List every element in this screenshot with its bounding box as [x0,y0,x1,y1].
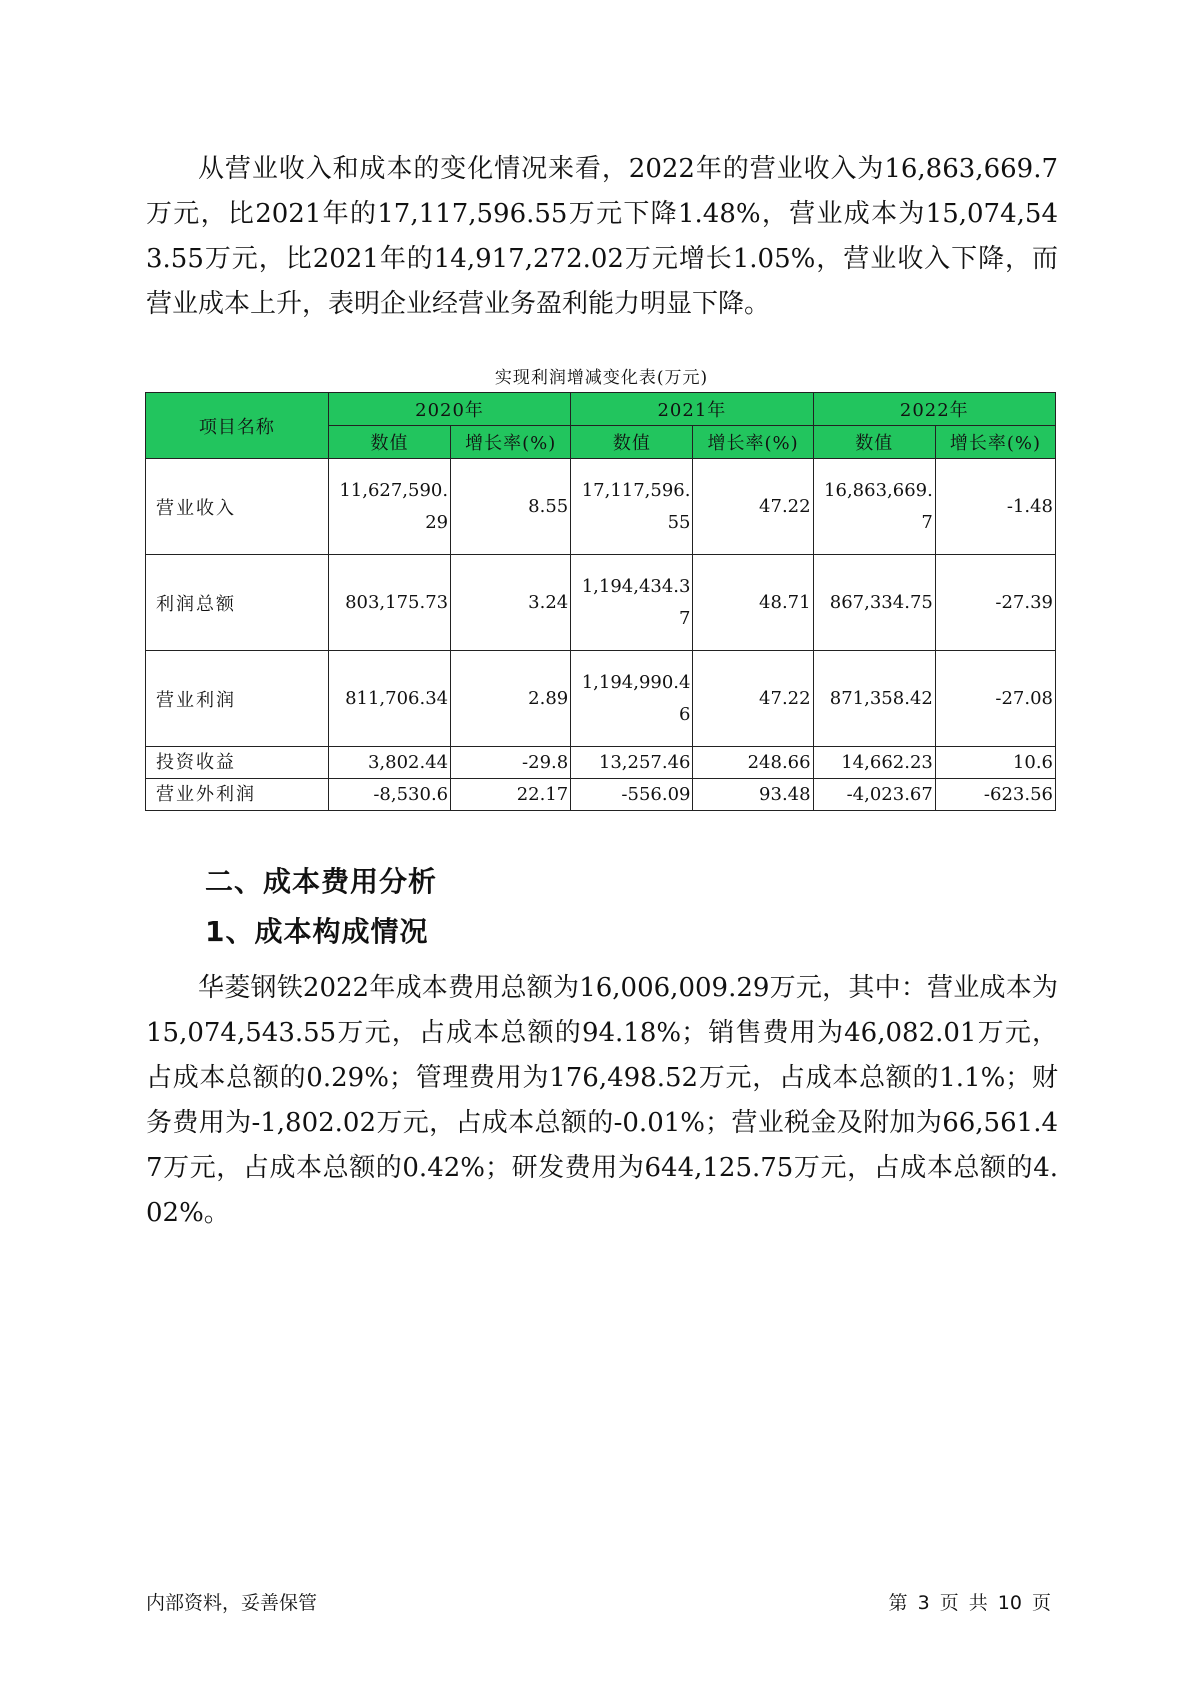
table-row [146,779,1056,811]
value-2020: 811,706.34 [328,651,450,747]
rate-header: 增长率(%) [935,426,1055,459]
value-2022: 16,863,669.7 [813,459,935,555]
intro-paragraph: 从营业收入和成本的变化情况来看，2022年的营业收入为16,863,669.7万元，比2021年的17,117,596.55万元下降1.48%，营业成本为15,074,543.55万元，比2021年的14,917,272.02万元增长1.05%，营业收入下降，而营业成本上升，表明企业经营业务盈利能力明显下降。 [146,154,1058,319]
section-heading: 二、成本费用分析 [205,865,438,898]
value-2021: 17,117,596.55 [571,459,693,555]
rate-2022: -623.56 [935,779,1055,811]
table-row [146,747,1056,779]
item-name-header: 项目名称 [146,393,329,459]
value-header: 数值 [813,426,935,459]
value-2020: 3,802.44 [328,747,450,779]
rate-2020: 3.24 [451,555,571,651]
table-row [146,459,1056,555]
value-2022: 871,358.42 [813,651,935,747]
year-header-2022: 2022年 [813,393,1055,426]
value-header: 数值 [328,426,450,459]
year-header-2021: 2021年 [571,393,813,426]
row-name: 投资收益 [146,747,329,779]
rate-2021: 93.48 [693,779,813,811]
rate-2022: -27.08 [935,651,1055,747]
value-2021: 13,257.46 [571,747,693,779]
row-name: 营业外利润 [146,779,329,811]
row-name: 利润总额 [146,555,329,651]
value-header: 数值 [571,426,693,459]
table-caption: 实现利润增减变化表(万元) [494,368,709,388]
value-2020: 11,627,590.29 [328,459,450,555]
cost-paragraph: 华菱钢铁2022年成本费用总额为16,006,009.29万元，其中：营业成本为15,074,543.55万元，占成本总额的94.18%；销售费用为46,082.01万元，占成本总额的0.29%；管理费用为176,498.52万元，占成本总额的1.1%；财务费用为-1,802.02万元，占成本总额的-0.01%；营业税金及附加为66,561.47万元，占成本总额的0.42%；研发费用为644,125.75万元，占成本总额的4.02%。 [146,973,1058,1228]
footer-confidential-note: 内部资料，妥善保管 [146,1592,318,1614]
value-2020: -8,530.6 [328,779,450,811]
value-2022: 867,334.75 [813,555,935,651]
rate-2020: 8.55 [451,459,571,555]
rate-header: 增长率(%) [451,426,571,459]
value-2022: 14,662.23 [813,747,935,779]
row-name: 营业收入 [146,459,329,555]
rate-2021: 248.66 [693,747,813,779]
profit-change-table [145,392,1056,811]
value-2021: -556.09 [571,779,693,811]
rate-2021: 47.22 [693,651,813,747]
row-name: 营业利润 [146,651,329,747]
rate-header: 增长率(%) [693,426,813,459]
rate-2022: -1.48 [935,459,1055,555]
rate-2021: 48.71 [693,555,813,651]
rate-2022: -27.39 [935,555,1055,651]
value-2021: 1,194,434.37 [571,555,693,651]
table-header-row-years [146,393,1056,426]
value-2020: 803,175.73 [328,555,450,651]
rate-2020: -29.8 [451,747,571,779]
value-2021: 1,194,990.46 [571,651,693,747]
rate-2021: 47.22 [693,459,813,555]
rate-2022: 10.6 [935,747,1055,779]
footer-page-number: 第 3 页 共 10 页 [888,1592,1051,1614]
value-2022: -4,023.67 [813,779,935,811]
table-row [146,651,1056,747]
subsection-heading: 1、成本构成情况 [205,915,429,948]
rate-2020: 22.17 [451,779,571,811]
rate-2020: 2.89 [451,651,571,747]
year-header-2020: 2020年 [328,393,570,426]
table-row [146,555,1056,651]
